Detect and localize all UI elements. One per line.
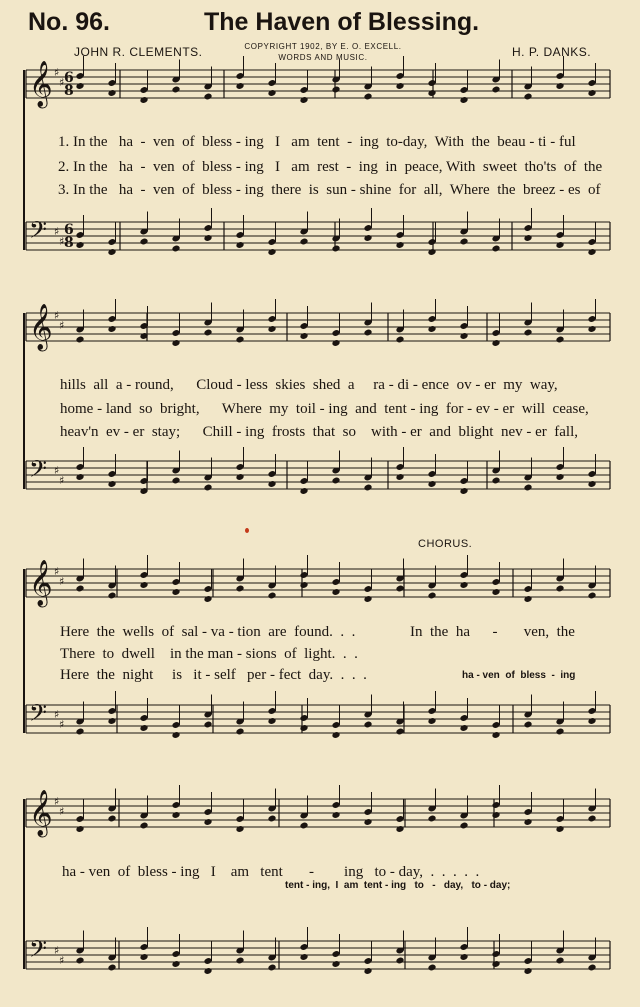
note-head: [427, 248, 436, 256]
note-head: [331, 86, 340, 94]
note-head: [107, 248, 116, 256]
note-head: [555, 957, 564, 965]
note-head: [75, 825, 84, 833]
treble-clef: 𝄞: [29, 61, 53, 107]
sharp-sign: ♯: [54, 708, 60, 721]
note-head: [75, 82, 84, 90]
note-head: [491, 731, 500, 739]
note-head: [107, 325, 116, 333]
note-head: [555, 585, 564, 593]
note-head: [267, 815, 276, 823]
note-head: [235, 473, 244, 481]
note-head: [555, 241, 564, 249]
note-head: [587, 480, 596, 488]
note-head: [171, 960, 180, 968]
note-head: [427, 480, 436, 488]
sharp-sign: ♯: [59, 235, 65, 248]
note-head: [235, 82, 244, 90]
hymn-number: No. 96.: [28, 8, 110, 36]
note-head: [491, 588, 500, 596]
note-head: [299, 487, 308, 495]
note-head: [75, 585, 84, 593]
note-head: [395, 957, 404, 965]
author-credit: JOHN R. CLEMENTS.: [74, 45, 203, 59]
note-head: [587, 717, 596, 725]
copyright-line: COPYRIGHT 1902, BY E. O. EXCELL.: [244, 42, 402, 51]
verse-2-line-1: 2. In the ha - ven of bless - ing I am rest - ing in peace, With sweet tho'ts of the: [58, 159, 603, 175]
note-head: [331, 811, 340, 819]
note-head: [363, 484, 372, 492]
time-signature: 6: [64, 70, 74, 86]
note-head: [171, 339, 180, 347]
note-head: [363, 595, 372, 603]
note-head: [235, 728, 244, 736]
note-head: [299, 581, 308, 589]
note-head: [203, 234, 212, 242]
note-head: [459, 238, 468, 246]
verse-2-line-2: home - land so bright, Where my toil - ing and tent - ing for - ev - er will cease,: [60, 401, 589, 417]
note-head: [203, 484, 212, 492]
note-head: [203, 595, 212, 603]
note-head: [459, 581, 468, 589]
note-head: [75, 728, 84, 736]
note-head: [75, 473, 84, 481]
note-head: [427, 717, 436, 725]
note-head: [459, 96, 468, 104]
note-head: [267, 717, 276, 725]
note-head: [555, 82, 564, 90]
bass-clef: 𝄢: [29, 699, 48, 732]
note-head: [427, 964, 436, 972]
note-head: [523, 329, 532, 337]
note-head: [331, 245, 340, 253]
verse-3-line-1: 3. In the ha - ven of bless - ing there is sun - shine for all, Where the breez - es of: [58, 182, 601, 198]
note-head: [363, 234, 372, 242]
sharp-sign: ♯: [54, 795, 60, 808]
note-head: [171, 731, 180, 739]
chorus-echo-text: tent - ing, I am tent - ing to - day, to - day;: [285, 880, 511, 891]
bass-clef: 𝄢: [29, 216, 48, 249]
chorus-text: In the ha - ven, the: [410, 624, 575, 640]
sharp-sign: ♯: [54, 944, 60, 957]
note-head: [139, 238, 148, 246]
time-signature: 6: [64, 222, 74, 238]
note-head: [459, 953, 468, 961]
note-head: [107, 480, 116, 488]
words-and-music-line: WORDS AND MUSIC.: [278, 53, 368, 62]
note-head: [203, 967, 212, 975]
note-head: [107, 815, 116, 823]
note-head: [587, 964, 596, 972]
chorus-label: CHORUS.: [418, 538, 473, 550]
note-head: [267, 964, 276, 972]
note-head: [171, 588, 180, 596]
note-head: [299, 724, 308, 732]
note-head: [235, 585, 244, 593]
note-head: [299, 238, 308, 246]
sharp-sign: ♯: [54, 464, 60, 477]
note-head: [491, 245, 500, 253]
note-head: [331, 477, 340, 485]
note-head: [491, 339, 500, 347]
note-head: [331, 339, 340, 347]
note-head: [427, 815, 436, 823]
sharp-sign: ♯: [59, 474, 65, 487]
note-head: [75, 241, 84, 249]
sharp-sign: ♯: [59, 575, 65, 588]
note-head: [363, 721, 372, 729]
note-head: [363, 329, 372, 337]
note-head: [203, 329, 212, 337]
sharp-sign: ♯: [54, 309, 60, 322]
note-head: [395, 825, 404, 833]
note-head: [139, 724, 148, 732]
note-head: [523, 721, 532, 729]
sharp-sign: ♯: [54, 565, 60, 578]
note-head: [395, 82, 404, 90]
sharp-sign: ♯: [59, 718, 65, 731]
chorus-lyric-line: ha - ven of bless - ing I am tent - ing to - day, . . . . .: [62, 864, 480, 880]
note-head: [203, 721, 212, 729]
note-head: [171, 245, 180, 253]
treble-clef: 𝄞: [29, 560, 53, 606]
note-head: [363, 818, 372, 826]
note-head: [139, 953, 148, 961]
note-head: [523, 967, 532, 975]
note-head: [203, 818, 212, 826]
bass-clef: 𝄢: [29, 455, 48, 488]
note-head: [331, 731, 340, 739]
sharp-sign: ♯: [59, 805, 65, 818]
note-head: [395, 473, 404, 481]
note-head: [235, 957, 244, 965]
note-head: [427, 592, 436, 600]
note-head: [459, 724, 468, 732]
note-head: [203, 93, 212, 101]
note-head: [235, 336, 244, 344]
note-head: [267, 480, 276, 488]
sharp-sign: ♯: [54, 225, 60, 238]
note-head: [523, 93, 532, 101]
verse-1-line-1: 1. In the ha - ven of bless - ing I am tent - ing to-day, With the beau - ti - ful: [58, 134, 576, 150]
note-head: [523, 818, 532, 826]
time-signature: 8: [64, 235, 74, 251]
sharp-sign: ♯: [54, 66, 60, 79]
note-head: [459, 487, 468, 495]
hymn-title: The Haven of Blessing.: [204, 8, 480, 36]
note-head: [299, 953, 308, 961]
verse-3-line-3: Here the night is it - self per - fect day. . . .: [60, 667, 367, 683]
note-head: [139, 96, 148, 104]
note-head: [75, 336, 84, 344]
note-head: [139, 581, 148, 589]
note-head: [235, 825, 244, 833]
note-head: [235, 241, 244, 249]
note-head: [267, 592, 276, 600]
note-head: [267, 89, 276, 97]
note-head: [107, 964, 116, 972]
note-head: [427, 89, 436, 97]
note-head: [555, 336, 564, 344]
note-head: [523, 595, 532, 603]
note-head: [107, 717, 116, 725]
red-dot-mark: [245, 528, 249, 533]
verse-1-line-3: Here the wells of sal - va - tion are found. . .: [60, 624, 356, 640]
note-head: [555, 473, 564, 481]
note-head: [587, 815, 596, 823]
note-head: [523, 234, 532, 242]
treble-clef: 𝄞: [29, 304, 53, 350]
treble-clef: 𝄞: [29, 790, 53, 836]
note-head: [395, 336, 404, 344]
sharp-sign: ♯: [59, 76, 65, 89]
sharp-sign: ♯: [59, 319, 65, 332]
note-head: [171, 811, 180, 819]
note-head: [459, 822, 468, 830]
verse-3-line-2: heav'n ev - er stay; Chill - ing frosts that so with - er and blight nev - er fall,: [60, 424, 579, 440]
note-head: [299, 332, 308, 340]
time-signature: 8: [64, 83, 74, 99]
note-head: [107, 89, 116, 97]
note-head: [587, 325, 596, 333]
verse-1-line-2: hills all a - round, Cloud - less skies shed a ra - di - ence ov - er my way,: [60, 377, 558, 393]
note-head: [555, 728, 564, 736]
note-head: [395, 585, 404, 593]
note-head: [491, 960, 500, 968]
note-head: [459, 332, 468, 340]
note-head: [395, 241, 404, 249]
note-head: [555, 825, 564, 833]
note-head: [171, 86, 180, 94]
note-head: [363, 967, 372, 975]
bass-clef: 𝄢: [29, 935, 48, 968]
note-head: [587, 592, 596, 600]
sharp-sign: ♯: [59, 954, 65, 967]
note-head: [171, 477, 180, 485]
note-head: [299, 96, 308, 104]
composer-credit: H. P. DANKS.: [512, 45, 592, 59]
note-head: [331, 960, 340, 968]
note-head: [267, 248, 276, 256]
note-head: [587, 248, 596, 256]
note-head: [75, 957, 84, 965]
note-head: [491, 477, 500, 485]
note-head: [299, 822, 308, 830]
note-head: [427, 325, 436, 333]
note-head: [363, 93, 372, 101]
note-head: [107, 592, 116, 600]
note-head: [491, 86, 500, 94]
note-head: [139, 822, 148, 830]
verse-2-line-3: There to dwell in the man - sions of light. . .: [60, 646, 358, 662]
note-head: [395, 728, 404, 736]
note-head: [267, 325, 276, 333]
note-head: [587, 89, 596, 97]
note-head: [491, 811, 500, 819]
note-head: [523, 484, 532, 492]
chorus-bass-text: ha - ven of bless - ing: [462, 670, 576, 681]
note-head: [331, 588, 340, 596]
